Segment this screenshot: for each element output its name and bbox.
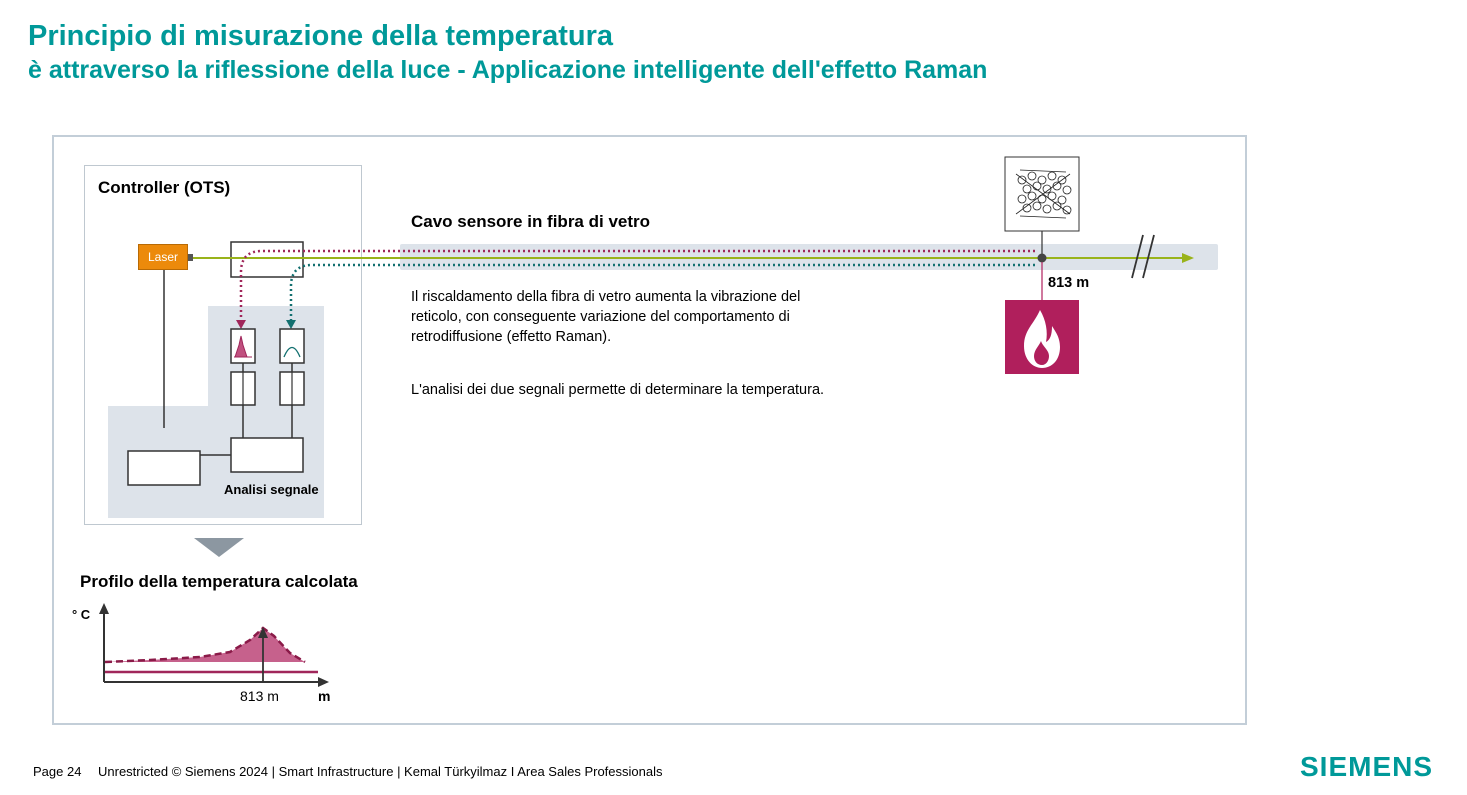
filter-box-b (280, 329, 304, 363)
controller-title: Controller (OTS) (98, 178, 231, 197)
cable-description-2: L'analisi dei due segnali permette di determinare la temperatura. (411, 382, 825, 398)
distance-label: 813 m (1048, 275, 1090, 291)
page-number: Page 24 (33, 764, 82, 779)
profile-title: Profilo della temperatura calcolata (80, 572, 358, 591)
processing-box (128, 451, 200, 485)
page-title: Principio di misurazione della temperatura (28, 20, 613, 52)
footer-text: Unrestricted © Siemens 2024 | Smart Infrastructure | Kemal Türkyilmaz I Area Sales Professionals (98, 764, 663, 779)
y-axis-unit: ° C (72, 607, 91, 622)
measurement-point (1038, 254, 1047, 263)
cable-description-1: Il riscaldamento della fibra di vetro aumenta la vibrazione del reticolo, con conseguente variazione del comportamento di retrodiffusione (effetto Raman). (411, 289, 801, 345)
profile-marker-label: 813 m (240, 688, 279, 704)
laser-label: Laser (147, 250, 179, 264)
siemens-logo: SIEMENS (1300, 751, 1434, 782)
laser-box (138, 244, 188, 270)
down-arrow (194, 538, 244, 557)
x-axis-unit: m (318, 688, 331, 704)
analyser-box (231, 438, 303, 472)
page-subtitle: è attraverso la riflessione della luce - Applicazione intelligente dell'effetto Raman (28, 56, 988, 84)
cable-title: Cavo sensore in fibra di vetro (411, 212, 651, 231)
analysis-label: Analisi segnale (224, 482, 319, 497)
